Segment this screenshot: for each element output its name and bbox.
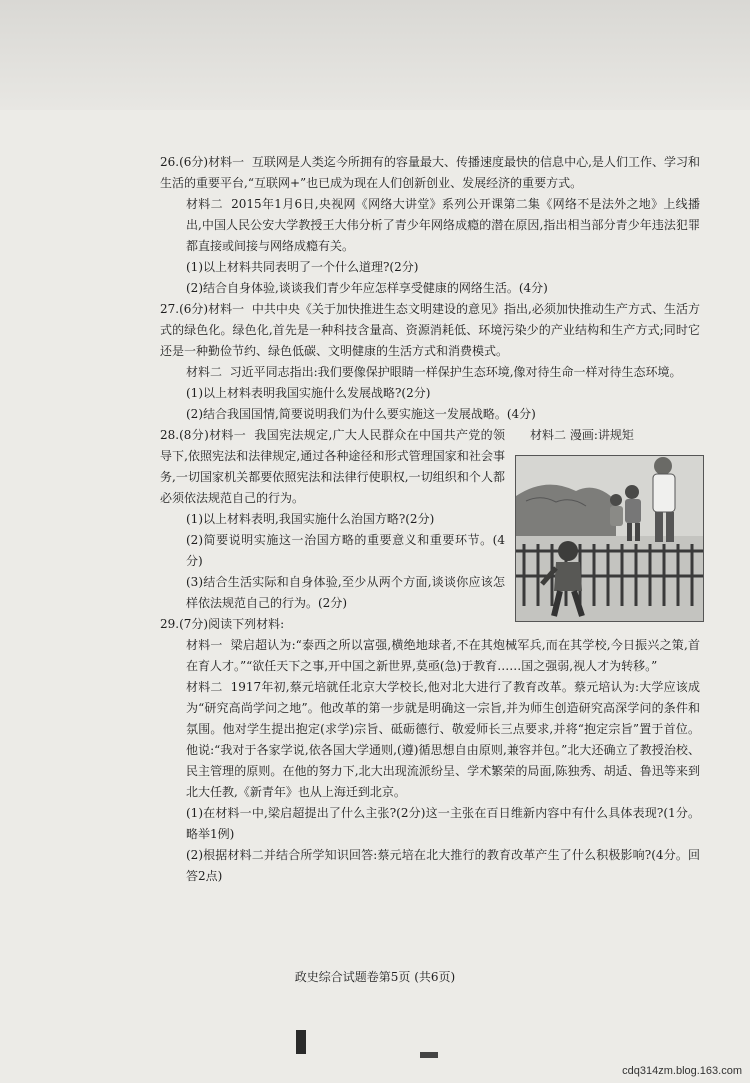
q27-material-1	[160, 299, 700, 362]
q27-subquestion-1: (1)以上材料表明我国实施什么发展战略?(2分)	[186, 386, 431, 400]
q28-subquestion-3: (3)结合生活实际和自身体验,至少从两个方面,谈谈你应该怎样依法规范自己的行为。(2分)	[186, 575, 505, 610]
q27-heading: 27.(6分)材料一	[160, 302, 245, 316]
q28-text-column	[160, 425, 505, 614]
scan-top-bleed	[0, 0, 750, 110]
q29-material-2-label: 材料二	[186, 680, 223, 694]
q28-block	[160, 425, 700, 614]
q27-material-2-label: 材料二	[186, 365, 223, 379]
exam-page-content	[160, 152, 700, 887]
q27-subquestion-2: (2)结合我国国情,简要说明我们为什么要实施这一发展战略。(4分)	[186, 407, 536, 421]
q27-material-1-text: 中共中央《关于加快推进生态文明建设的意见》指出,必须加快推动生产方式、生活方式的绿色化。绿色化,首先是一种科技含量高、资源消耗低、环境污染少的产业结构和生产方式;同时它还是一种勤俭节约、绿色低碳、文明健康的生活方式和消费模式。	[160, 302, 700, 358]
q28-comic-image	[515, 455, 704, 622]
q28-subquestion-2: (2)简要说明实施这一治国方略的重要意义和重要环节。(4分)	[186, 533, 505, 568]
q26-subquestion-2: (2)结合自身体验,谈谈我们青少年应怎样享受健康的网络生活。(4分)	[186, 281, 548, 295]
q28-subquestion-1: (1)以上材料表明,我国实施什么治国方略?(2分)	[186, 512, 435, 526]
q26-material-2-label: 材料二	[186, 197, 223, 211]
q29-material-2-text: 1917年初,蔡元培就任北京大学校长,他对北大进行了教育改革。蔡元培认为:大学应该成为“研究高尚学问之地”。他改革的第一步就是明确这一宗旨,并为师生创造研究高深学问的条件和氛围。他对学生提出抱定(求学)宗旨、砥砺德行、敬爱师长三点要求,并将“抱定宗旨”置于首位。他说:“我对于各家学说,依各国大学通则,(遵)循思想自由原则,兼容并包。”北大还确立了教授治校、民主管理的原则。在他的努力下,北大出现流派纷呈、学术繁荣的局面,陈独秀、胡适、鲁迅等来到北大任教,《新青年》也从上海迁到北京。	[186, 680, 700, 799]
q26-material-1-text: 互联网是人类迄今所拥有的容量最大、传播速度最快的信息中心,是人们工作、学习和生活的重要平台,“互联网+”也已成为现在人们创新创业、发展经济的重要方式。	[160, 155, 700, 190]
q27-material-2-text: 习近平同志指出:我们要像保护眼睛一样保护生态环境,像对待生命一样对待生态环境。	[229, 365, 682, 379]
q29-material-1-label: 材料一	[186, 638, 223, 652]
q28-comic-caption: 材料二 漫画:讲规矩	[530, 428, 634, 442]
q28-material-1	[160, 425, 505, 509]
q26-material-2	[160, 194, 700, 257]
q29-material-2	[160, 677, 700, 803]
q29-subquestion-1: (1)在材料一中,梁启超提出了什么主张?(2分)这一主张在百日维新内容中有什么具体表现?(1分。略举1例)	[186, 806, 700, 841]
comic-illustration	[516, 456, 703, 621]
q29-material-1	[160, 635, 700, 677]
page-footer: 政史综合试题卷第5页 (共6页)	[294, 970, 456, 984]
q27-material-2	[160, 362, 700, 383]
q29-material-1-text: 梁启超认为:“泰西之所以富强,横绝地球者,不在其炮械军兵,而在其学校,今日振兴之策,首在育人才。”“欲任天下之事,开中国之新世界,莫亟(急)于教育……国之强弱,视人才为转移。”	[186, 638, 700, 673]
q26-heading: 26.(6分)材料一	[160, 155, 245, 169]
q28-material-1-text: 我国宪法规定,广大人民群众在中国共产党的领导下,依照宪法和法律规定,通过各种途径和形式管理国家和社会事务,一切国家机关都要依照宪法和法律行使职权,一切组织和个人都必须依法规范自己的行为。	[160, 428, 505, 505]
q26-material-2-text: 2015年1月6日,央视网《网络大讲堂》系列公开课第二集《网络不是法外之地》上线播出,中国人民公安大学教授王大伟分析了青少年网络成瘾的潜在原因,指出相当部分青少年违法犯罪都直接或间接与网络成瘾有关。	[186, 197, 700, 253]
blog-watermark: cdq314zm.blog.163.com	[622, 1065, 742, 1077]
scan-edge-mark	[420, 1052, 438, 1058]
q28-heading: 28.(8分)材料一	[160, 428, 247, 442]
q26-subquestion-1: (1)以上材料共同表明了一个什么道理?(2分)	[186, 260, 419, 274]
q26-material-1	[160, 152, 700, 194]
q29-heading: 29.(7分)阅读下列材料:	[160, 617, 285, 631]
binding-mark	[296, 1030, 306, 1054]
q29-subquestion-2: (2)根据材料二并结合所学知识回答:蔡元培在北大推行的教育改革产生了什么积极影响?(4分。回答2点)	[186, 848, 700, 883]
